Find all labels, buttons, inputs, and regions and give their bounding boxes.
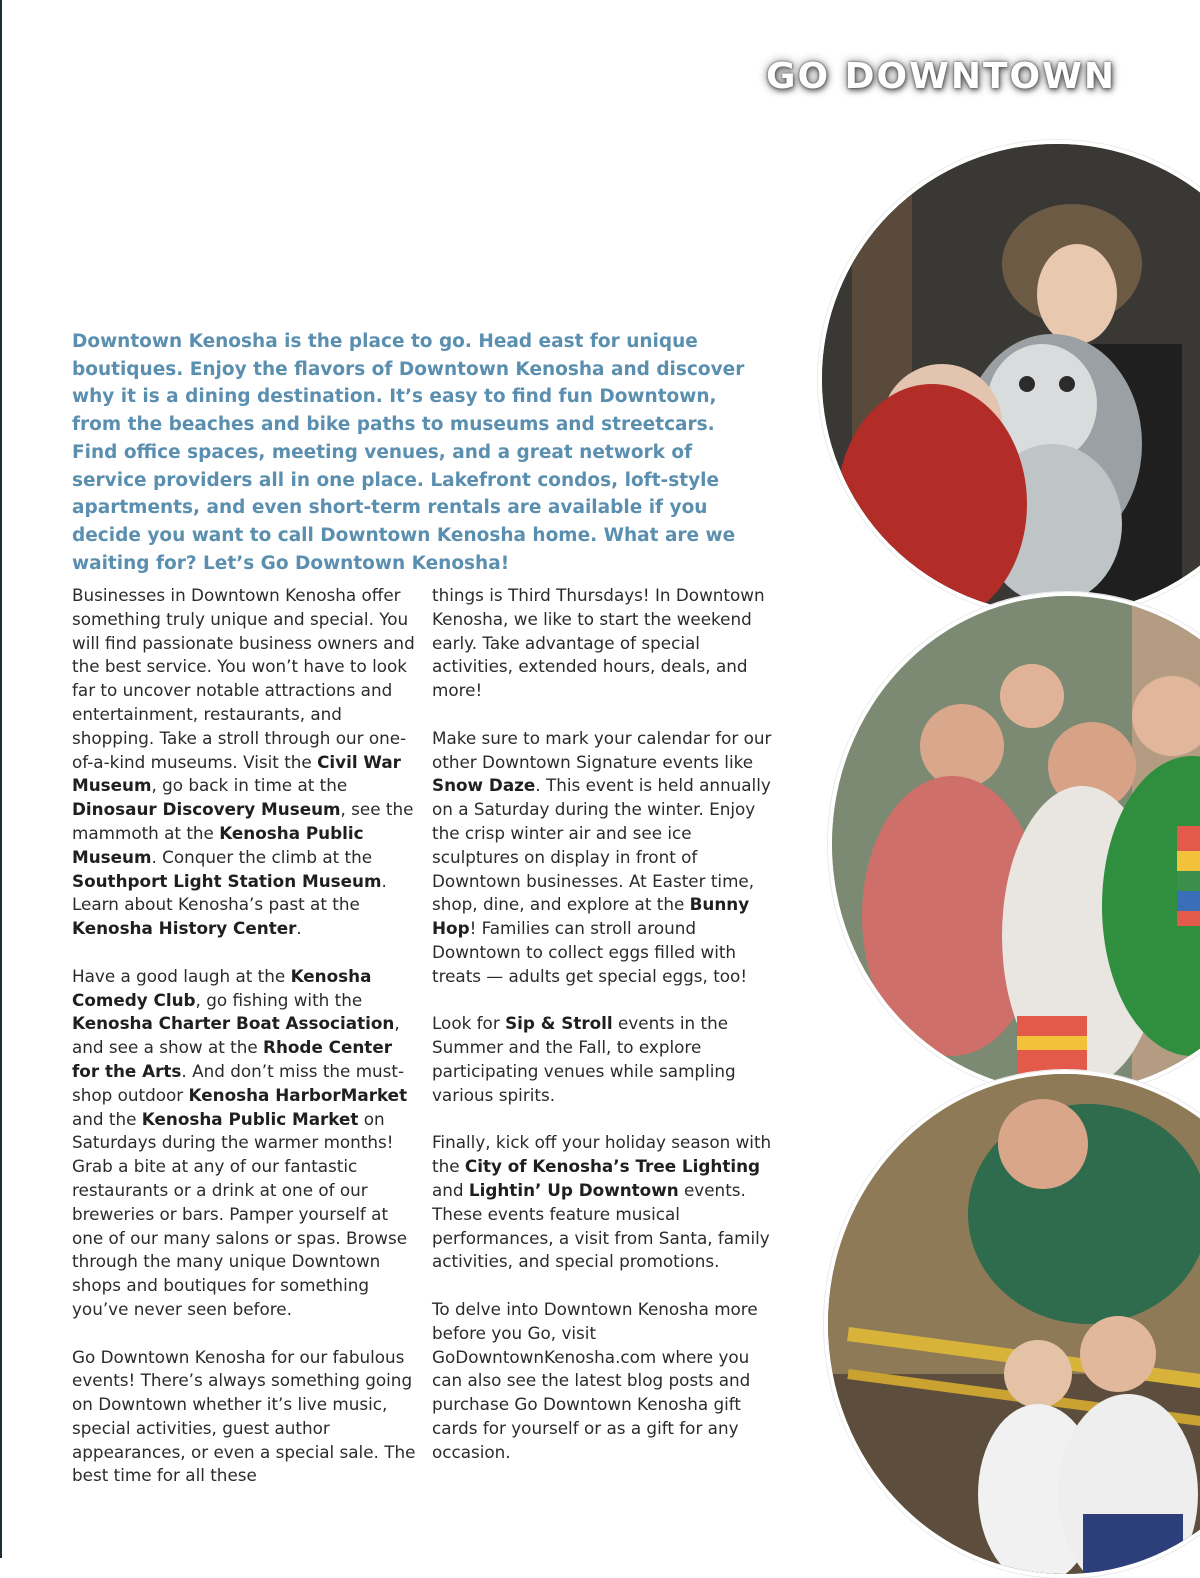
- body-text: . This event is held annually on a Saturday during the winter. Enjoy the crisp winter air and see ice sculptures on display in front of Downtown businesses. At Easter time, shop, dine, and explore at the: [432, 775, 771, 915]
- museum-family-photo: [824, 1070, 1200, 1578]
- paragraph-sip-stroll: [432, 1012, 777, 1107]
- kenosha-public-museum-name: Kenosha Public Museum: [72, 822, 364, 867]
- page-edge: [0, 0, 2, 1558]
- body-text: . Learn about Kenosha’s past at the: [72, 870, 387, 915]
- sip-stroll-name: Sip & Stroll: [505, 1013, 613, 1034]
- paragraph-businesses: [72, 584, 417, 941]
- body-text: and the: [72, 1108, 142, 1129]
- body-text: Have a good laugh at the: [72, 965, 291, 986]
- paragraph-holiday: [432, 1131, 777, 1274]
- bunny-hop-name: Bunny Hop: [432, 894, 750, 939]
- group-photo: [828, 592, 1200, 1096]
- tree-lighting-name: City of Kenosha’s Tree Lighting: [464, 1156, 761, 1177]
- comedy-club-name: Kenosha Comedy Club: [72, 965, 372, 1010]
- snow-daze-name: Snow Daze: [432, 775, 536, 796]
- civil-war-museum-name: Civil War Museum: [72, 751, 401, 796]
- paragraph-entertainment: [72, 965, 417, 1322]
- lightin-up-name: Lightin’ Up Downtown: [468, 1179, 679, 1200]
- paragraph-events-continued: [432, 584, 777, 703]
- southport-light-station-name: Southport Light Station Museum: [72, 870, 382, 891]
- body-text: . Conquer the climb at the: [151, 846, 373, 867]
- lead-paragraph: Downtown Kenosha is the place to go. Head east for unique boutiques. Enjoy the flavors of Downtown Kenosha and discover why it is a dining destination. It’s easy to find fun Downtown, from the beaches and bike paths to museums and streetcars. Find office spaces, meeting venues, and a great network of service providers all in one place. Lakefront condos, loft-style apartments, and even short-term rentals are available if you decide you want to call Downtown Kenosha home. What are we waiting for? Let’s Go Downtown Kenosha!: [72, 331, 745, 574]
- paragraph-signature-events: [432, 727, 777, 989]
- body-text: ! Families can stroll around Downtown to collect eggs filled with treats — adults get special eggs, too!: [432, 918, 748, 986]
- harbormarket-name: Kenosha HarborMarket: [188, 1084, 408, 1105]
- public-market-name: Kenosha Public Market: [141, 1108, 359, 1129]
- body-text: .: [296, 918, 302, 939]
- paragraph-website: [432, 1298, 777, 1465]
- body-text: things is Third Thursdays! In Downtown Kenosha, we like to start the weekend early. Take advantage of special activities, extended hours, deals, and more!: [432, 585, 765, 701]
- body-text: To delve into Downtown Kenosha more before you Go, visit GoDowntownKenosha.com where you can also see the latest blog posts and purchase Go Downtown Kenosha gift cards for yourself or as a gift for any occasion.: [432, 1298, 758, 1462]
- body-text: , go back in time at the: [151, 775, 348, 796]
- charter-boat-association-name: Kenosha Charter Boat Association: [72, 1013, 395, 1034]
- body-column-right: [432, 584, 777, 1488]
- section-title: GO DOWNTOWN: [765, 56, 1116, 97]
- body-text: Go Downtown Kenosha for our fabulous events! There’s always something going on Downtown whether it’s live music, special activities, guest author appearances, or even a special sale. The best time for all these: [72, 1346, 416, 1486]
- paragraph-events: [72, 1346, 417, 1489]
- body-text: , go fishing with the: [195, 989, 363, 1010]
- body-text: , and see a show at the: [72, 1013, 400, 1058]
- body-text: Make sure to mark your calendar for our other Downtown Signature events like: [432, 727, 772, 772]
- body-text: Look for: [432, 1013, 506, 1034]
- body-text: on Saturdays during the warmer months! Grab a bite at any of our fantastic restaurants or a drink at one of our breweries or bars. Pamper yourself at one of our many salons or spas. Browse through the many unique Downtown shops and boutiques for something you’ve never seen before.: [72, 1108, 408, 1319]
- snowman-photo: [818, 140, 1200, 618]
- rhode-center-name: Rhode Center for the Arts: [72, 1037, 392, 1081]
- body-text: events. These events feature musical performances, a visit from Santa, family activities, and special promotions.: [432, 1179, 770, 1272]
- dinosaur-discovery-museum-name: Dinosaur Discovery Museum: [72, 799, 341, 820]
- body-column-left: [72, 584, 417, 1512]
- body-text: . And don’t miss the must-shop outdoor: [72, 1060, 405, 1105]
- body-text: Finally, kick off your holiday season with the: [432, 1132, 772, 1177]
- kenosha-history-center-name: Kenosha History Center: [72, 918, 297, 939]
- body-text: and: [432, 1179, 469, 1200]
- body-text: , see the mammoth at the: [72, 799, 414, 843]
- body-text: Businesses in Downtown Kenosha offer something truly unique and special. You will find passionate business owners and the best service. You won’t have to look far to uncover notable attractions and entertainment, restaurants, and shopping. Take a stroll through our one-of-a-kind museums. Visit the: [72, 585, 415, 772]
- body-text: events in the Summer and the Fall, to explore participating venues while sampling various spirits.: [432, 1013, 736, 1105]
